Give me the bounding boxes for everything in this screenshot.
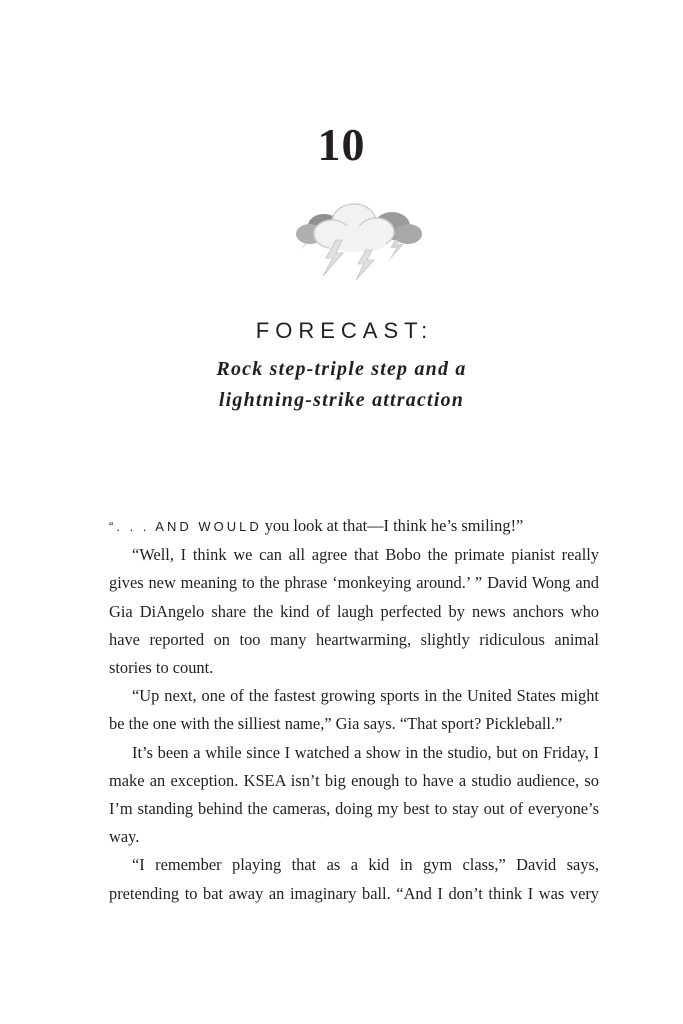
forecast-subtitle [0,354,683,416]
paragraph: “Well, I think we can all agree that Bobo the primate pianist really gives new meaning to the phrase ‘monkeying around.’ ” David Wong and Gia DiAngelo share the kind of laugh perfected by news anchors who have reported on too many heartwarming, slightly ridiculous animal stories to count. [109,545,599,678]
paragraph: “Up next, one of the fastest growing sports in the United States might be the one with the silliest name,” Gia says. “That sport? Pickleball.” [109,686,599,734]
subtitle-line: lightning-strike attraction [218,389,465,411]
paragraph-text: you look at that—I think he’s smiling!” [264,516,524,535]
storm-cloud-icon [286,196,426,286]
chapter-body [109,512,599,908]
subtitle-line: Rock step-triple step and a [216,358,467,380]
paragraph: “I remember playing that as a kid in gym class,” David says, pretending to bat away an imaginary ball. “And I don’t think I was very [109,855,599,903]
paragraph [109,512,599,541]
forecast-label: FORECAST: [255,318,434,343]
chapter-number: 10 [317,119,366,170]
paragraph: It’s been a while since I watched a show in the studio, but on Friday, I make an exception. KSEA isn’t big enough to have a studio audience, so I’m standing behind the cameras, doing my best to stay out of everyone’s way. [109,742,599,847]
opening-small-caps: “. . . AND WOULD [109,519,262,534]
